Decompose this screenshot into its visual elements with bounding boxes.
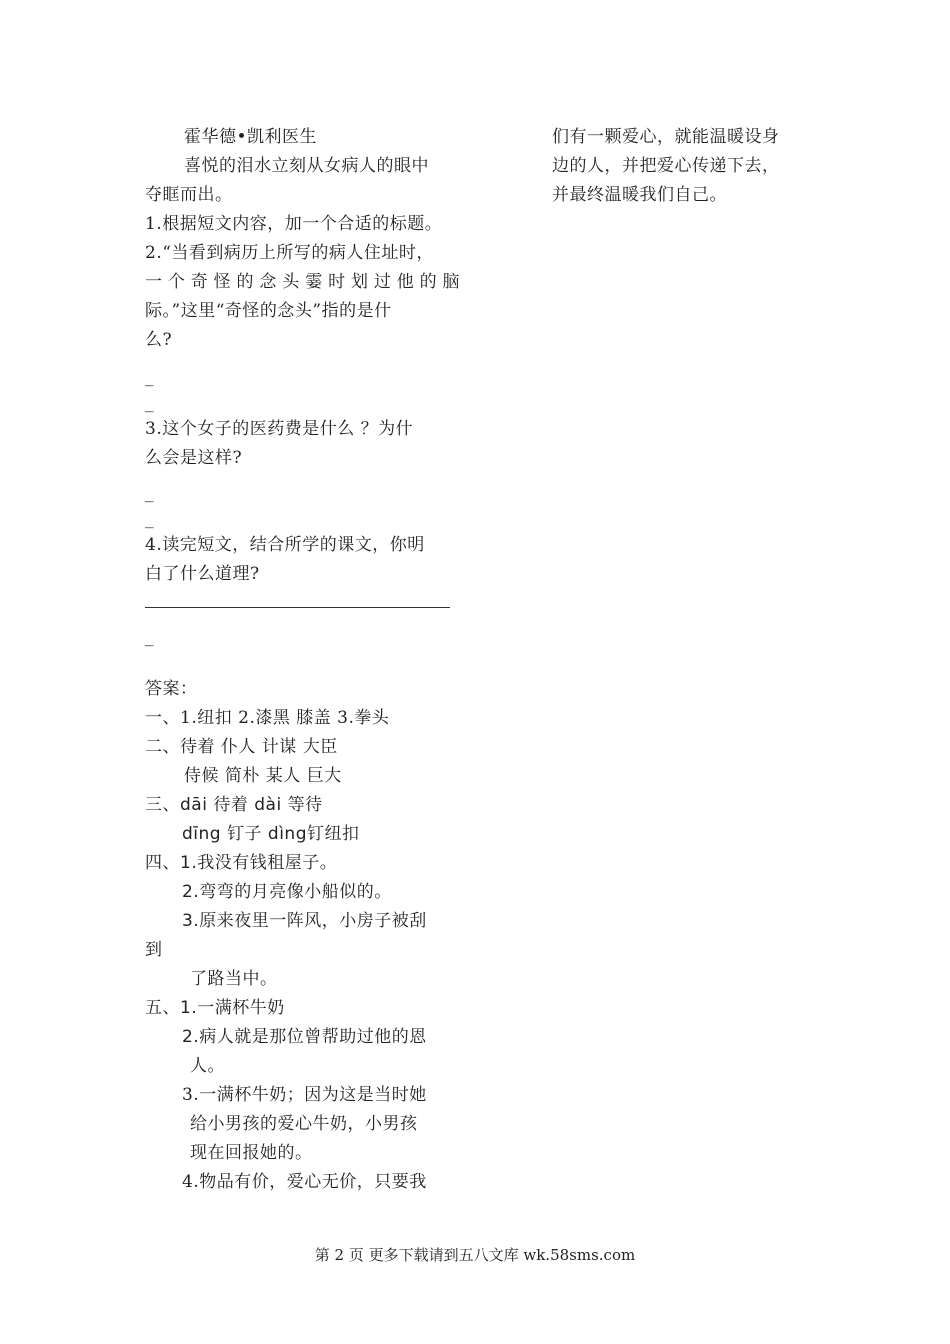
sentence: 原来夜里一阵风，小房子被刮 [199, 911, 427, 931]
page-footer: 第 2 页 更多下载请到五八文库 wk.58sms.com [314, 1246, 636, 1264]
question-3-line: 么会是这样? [145, 448, 243, 468]
answer-4 [145, 852, 337, 874]
answer-5 [145, 997, 285, 1019]
answer-3 [145, 794, 323, 816]
pinyin: dài [254, 795, 282, 815]
answer-5-line: 4.物品有价，爱心无价，只要我 [182, 1172, 427, 1192]
answer-2-line: 侍候 简朴 某人 巨大 [184, 766, 342, 786]
word: 待着 [207, 795, 255, 815]
answer-blank: _ [145, 483, 154, 503]
answer-blank: _ [145, 627, 154, 647]
word: 钉纽扣 [307, 824, 360, 844]
sentence: 弯弯的月亮像小船似的。 [199, 882, 392, 902]
answer-blank: _ [145, 367, 154, 387]
answer-blank: _ [145, 393, 154, 413]
question-2: 2.“当看到病历上所写的病人住址时， [145, 243, 434, 263]
sentence: 我没有钱租屋子。 [197, 853, 338, 873]
answer-4-line [182, 881, 392, 903]
answer-5-line: 现在回报她的。 [190, 1143, 313, 1163]
text-line: 们有一颗爱心，就能温暖设身 [552, 127, 780, 147]
pinyin: dīng [182, 824, 222, 844]
question-1: 1.根据短文内容，加一个合适的标题。 [145, 214, 443, 234]
answer-3-prefix: 三、 [145, 795, 180, 815]
answer-underline [145, 607, 450, 608]
text-line: 并最终温暖我们自己。 [552, 185, 727, 205]
item-number: 2. [182, 1027, 200, 1047]
word: 等待 [281, 795, 323, 815]
answer-3-line [182, 823, 360, 845]
answer-4-line: 了路当中。 [190, 969, 278, 989]
item-number: 2. [182, 882, 200, 902]
question-2-line: 际。”这里“奇怪的念头”指的是什 [145, 301, 392, 321]
answer-blank: _ [145, 509, 154, 529]
answer-5-prefix: 五、 [145, 998, 180, 1018]
pinyin: dāi [180, 795, 208, 815]
question-2-line: 么? [145, 330, 173, 350]
answer-4-line [182, 910, 427, 932]
sentence: 病人就是那位曾帮助过他的恩 [199, 1027, 427, 1047]
answer-4-prefix: 四、 [145, 853, 180, 873]
item-number: 1. [180, 998, 198, 1018]
answer-5-line [182, 1026, 427, 1048]
question-2-line: 一个奇怪的念头霎时划过他的脑 [145, 272, 460, 292]
item-number: 1. [180, 853, 198, 873]
text-line: 喜悦的泪水立刻从女病人的眼中 [184, 156, 429, 176]
pinyin: dìng [267, 824, 307, 844]
text-line: 边的人，并把爱心传递下去， [552, 156, 780, 176]
text-line: 夺眶而出。 [145, 185, 233, 205]
answer-5-line: 3.一满杯牛奶；因为这是当时她 [182, 1085, 427, 1105]
text-line: 霍华德•凯利医生 [184, 127, 318, 147]
item-number: 3. [182, 911, 200, 931]
answer-4-line: 到 [145, 940, 163, 960]
question-3: 3.这个女子的医药费是什么 ？为什 [145, 419, 414, 439]
sentence: 一满杯牛奶 [197, 998, 285, 1018]
question-4-line: 白了什么道理? [145, 564, 260, 584]
question-4: 4.读完短文，结合所学的课文，你明 [145, 535, 425, 555]
answer-1: 一、1.纽扣 2.漆黑 膝盖 3.拳头 [145, 708, 390, 728]
answers-heading: 答案： [145, 679, 198, 699]
word: 钉子 [221, 824, 268, 844]
answer-5-line: 人。 [190, 1056, 225, 1076]
answer-5-line: 给小男孩的爱心牛奶，小男孩 [190, 1114, 418, 1134]
answer-2: 二、待着 仆人 计谋 大臣 [145, 737, 338, 757]
